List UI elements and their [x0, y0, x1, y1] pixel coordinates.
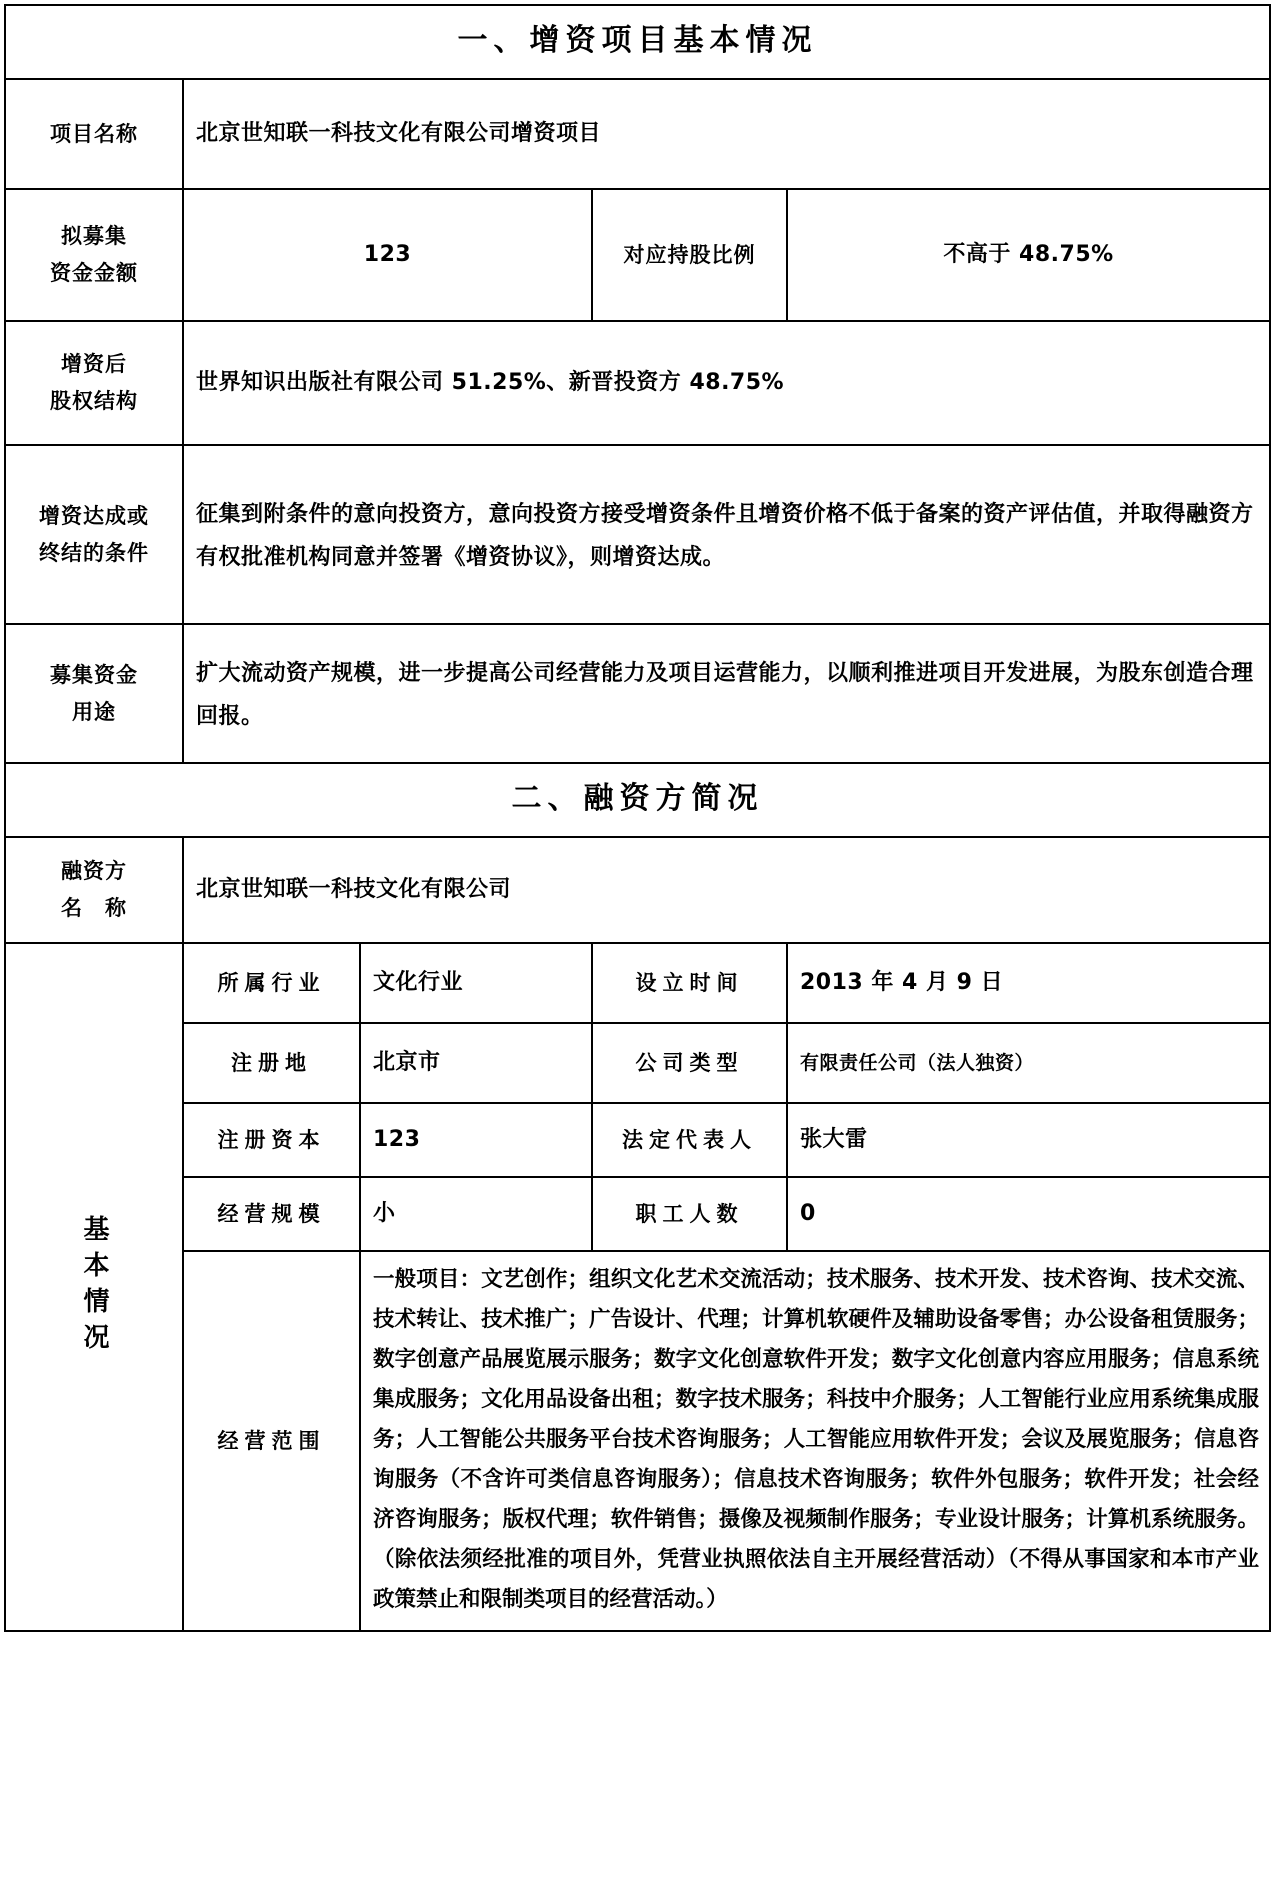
row-business-scope	[5, 1251, 1270, 1631]
label-financier-name-line2: 名 称	[61, 896, 127, 920]
label-raise-amount-line1: 拟募集	[61, 224, 127, 249]
row-equity-structure	[5, 321, 1270, 445]
value-raise-amount: 123	[183, 189, 592, 321]
value-financier-name: 北京世知联一科技文化有限公司	[183, 837, 1270, 943]
label-financier-name	[5, 837, 183, 943]
label-equity-structure-line2: 股权结构	[50, 389, 138, 413]
value-business-scale: 小	[360, 1177, 592, 1251]
value-legal-representative: 张大雷	[787, 1103, 1270, 1177]
label-use-of-funds-line1: 募集资金	[50, 662, 138, 687]
label-registered-capital: 注册资本	[183, 1103, 360, 1177]
value-business-scope: 一般项目：文艺创作；组织文化艺术交流活动；技术服务、技术开发、技术咨询、技术交流、技术转让、技术推广；广告设计、代理；计算机软硬件及辅助设备零售；办公设备租赁服务；数字创意产品展览展示服务；数字文化创意软件开发；数字文化创意内容应用服务；信息系统集成服务；文化用品设备出租；数字技术服务；科技中介服务；人工智能行业应用系统集成服务；人工智能公共服务平台技术咨询服务；人工智能应用软件开发；会议及展览服务；信息咨询服务（不含许可类信息咨询服务）；信息技术咨询服务；软件外包服务；软件开发；社会经济咨询服务；版权代理；软件销售；摄像及视频制作服务；专业设计服务；计算机系统服务。（除依法须经批准的项目外，凭营业执照依法自主开展经营活动）（不得从事国家和本市产业政策禁止和限制类项目的经营活动。）	[360, 1251, 1270, 1631]
section-one-title: 一、增资项目基本情况	[5, 5, 1270, 79]
row-scale-employees	[5, 1177, 1270, 1251]
label-shareholding-ratio: 对应持股比例	[592, 189, 787, 321]
value-use-of-funds: 扩大流动资产规模，进一步提高公司经营能力及项目运营能力，以顺利推进项目开发进展，为股东创造合理回报。	[183, 624, 1270, 763]
label-completion-conditions	[5, 445, 183, 624]
document-page	[0, 4, 1273, 1891]
row-use-of-funds	[5, 624, 1270, 763]
label-completion-conditions-line2: 终结的条件	[39, 540, 149, 565]
value-equity-structure: 世界知识出版社有限公司 51.25%、新晋投资方 48.75%	[183, 321, 1270, 445]
value-registration-place: 北京市	[360, 1023, 592, 1103]
label-basic-info-wrapper	[6, 1027, 182, 1547]
label-use-of-funds	[5, 624, 183, 763]
value-industry: 文化行业	[360, 943, 592, 1023]
row-capital-legal-rep	[5, 1103, 1270, 1177]
label-raise-amount	[5, 189, 183, 321]
label-registration-place: 注册地	[183, 1023, 360, 1103]
section-one-title-row	[5, 5, 1270, 79]
section-two-title-row	[5, 763, 1270, 837]
label-completion-conditions-line1: 增资达成或	[39, 503, 149, 528]
label-business-scale: 经营规模	[183, 1177, 360, 1251]
row-industry-established	[5, 943, 1270, 1023]
label-financier-name-line1: 融资方	[61, 859, 127, 884]
value-completion-conditions: 征集到附条件的意向投资方，意向投资方接受增资条件且增资价格不低于备案的资产评估值，并取得融资方有权批准机构同意并签署《增资协议》，则增资达成。	[183, 445, 1270, 624]
label-basic-info-text: 基本情况	[79, 1214, 109, 1359]
row-financier-name	[5, 837, 1270, 943]
label-project-name: 项目名称	[5, 79, 183, 189]
value-established-date: 2013 年 4 月 9 日	[787, 943, 1270, 1023]
value-project-name: 北京世知联一科技文化有限公司增资项目	[183, 79, 1270, 189]
row-registration-company-type	[5, 1023, 1270, 1103]
label-basic-info	[5, 943, 183, 1631]
label-raise-amount-line2: 资金金额	[50, 261, 138, 285]
capital-increase-table	[4, 4, 1271, 1632]
label-company-type: 公司类型	[592, 1023, 787, 1103]
value-registered-capital: 123	[360, 1103, 592, 1177]
row-raise-amount	[5, 189, 1270, 321]
label-legal-representative: 法定代表人	[592, 1103, 787, 1177]
section-two-title: 二、融资方简况	[5, 763, 1270, 837]
row-project-name	[5, 79, 1270, 189]
label-industry: 所属行业	[183, 943, 360, 1023]
label-equity-structure	[5, 321, 183, 445]
value-shareholding-ratio: 不高于 48.75%	[787, 189, 1270, 321]
label-business-scope: 经营范围	[183, 1251, 360, 1631]
value-employee-count: 0	[787, 1177, 1270, 1251]
row-completion-conditions	[5, 445, 1270, 624]
label-established-date: 设立时间	[592, 943, 787, 1023]
value-company-type: 有限责任公司（法人独资）	[787, 1023, 1270, 1103]
label-employee-count: 职工人数	[592, 1177, 787, 1251]
label-equity-structure-line1: 增资后	[61, 352, 127, 377]
label-use-of-funds-line2: 用途	[72, 699, 116, 724]
